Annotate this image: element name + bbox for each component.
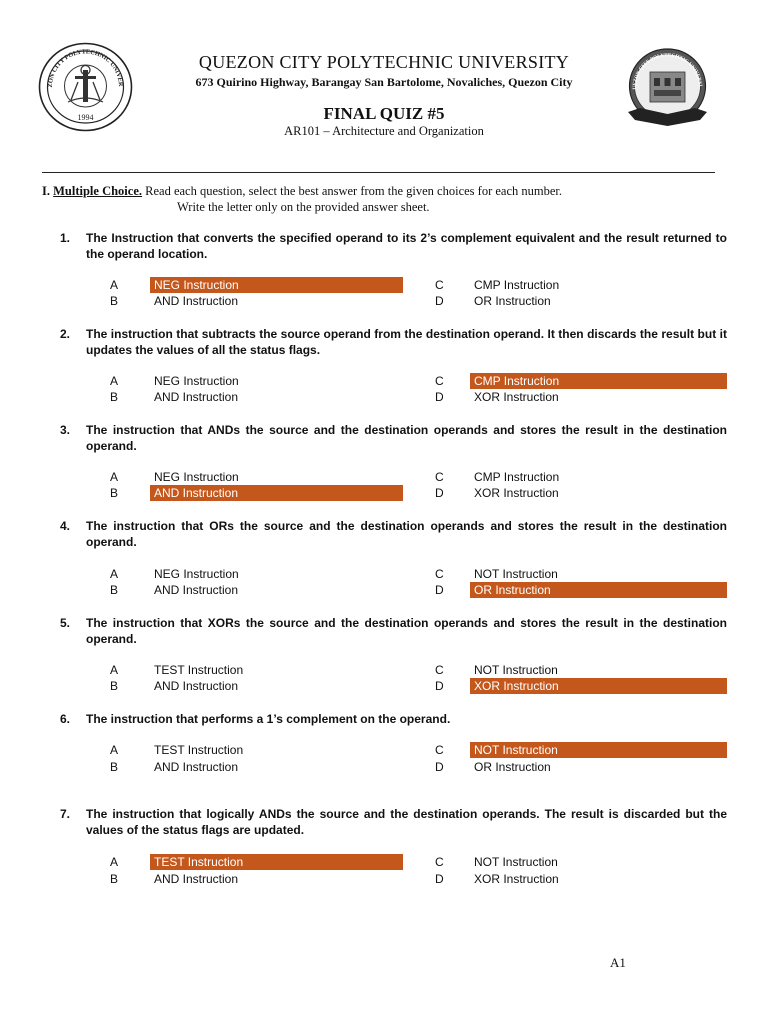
option-text: AND Instruction bbox=[154, 390, 239, 404]
option-text: OR Instruction bbox=[474, 294, 551, 308]
option-text: NOT Instruction bbox=[474, 855, 558, 869]
option-letter: A bbox=[110, 855, 119, 869]
question-number: 5. bbox=[60, 616, 71, 630]
question-1 bbox=[60, 230, 727, 262]
option-letter: B bbox=[110, 390, 119, 404]
option-text: AND Instruction bbox=[150, 485, 403, 501]
option-letter: C bbox=[435, 743, 444, 757]
option-letter: B bbox=[110, 872, 119, 886]
question-6 bbox=[60, 711, 727, 727]
option-letter: C bbox=[435, 855, 444, 869]
option-text: NOT Instruction bbox=[470, 742, 727, 758]
option-letter: A bbox=[110, 278, 119, 292]
subject-title: AR101 – Architecture and Organization bbox=[284, 124, 484, 138]
question-2 bbox=[60, 326, 727, 358]
question-text: The instruction that XORs the source and the destination operands and stores the result in the destination operand. bbox=[86, 616, 727, 646]
option-text: CMP Instruction bbox=[470, 373, 727, 389]
university-name: QUEZON CITY POLYTECHNIC UNIVERSITY bbox=[198, 52, 570, 72]
option-letter: D bbox=[435, 294, 444, 308]
option-letter: C bbox=[435, 374, 444, 388]
instruction-line-2: Write the letter only on the provided answer sheet. bbox=[177, 200, 430, 214]
section-instruction bbox=[42, 184, 562, 199]
seal-left-text: ZON CITY POLYTECHNIC UNIVER bbox=[46, 48, 125, 88]
question-5 bbox=[60, 615, 727, 647]
option-letter: B bbox=[110, 760, 119, 774]
option-text: TEST Instruction bbox=[154, 743, 244, 757]
option-letter: B bbox=[110, 679, 119, 693]
option-text: AND Instruction bbox=[154, 679, 239, 693]
option-letter: B bbox=[110, 294, 119, 308]
option-text: NEG Instruction bbox=[154, 567, 239, 581]
option-letter: C bbox=[435, 567, 444, 581]
option-text: NEG Instruction bbox=[154, 470, 239, 484]
option-letter: D bbox=[435, 679, 444, 693]
option-text: XOR Instruction bbox=[470, 678, 727, 694]
option-text: AND Instruction bbox=[154, 872, 239, 886]
option-letter: C bbox=[435, 278, 444, 292]
option-letter: A bbox=[110, 663, 119, 677]
option-letter: A bbox=[110, 743, 119, 757]
question-number: 7. bbox=[60, 807, 71, 821]
option-text: AND Instruction bbox=[154, 294, 239, 308]
option-text: CMP Instruction bbox=[474, 470, 560, 484]
option-letter: D bbox=[435, 486, 444, 500]
question-text: The instruction that performs a 1’s complement on the operand. bbox=[86, 712, 451, 726]
header-divider bbox=[42, 172, 715, 173]
question-number: 6. bbox=[60, 712, 71, 726]
option-text: XOR Instruction bbox=[474, 872, 559, 886]
question-number: 4. bbox=[60, 519, 71, 533]
option-letter: B bbox=[110, 583, 119, 597]
page-code: A1 bbox=[610, 955, 626, 970]
question-text: The instruction that ORs the source and the destination operands and stores the result in the destination operand. bbox=[86, 519, 727, 549]
question-text: The instruction that ANDs the source and the destination operands and stores the result in the destination operand. bbox=[86, 423, 727, 453]
option-text: XOR Instruction bbox=[474, 486, 559, 500]
question-text: The instruction that subtracts the source operand from the destination operand. It then discards the result but it updates the values of all the status flags. bbox=[86, 327, 727, 357]
seal-left-year: 1994 bbox=[77, 113, 94, 122]
option-text: OR Instruction bbox=[470, 582, 727, 598]
option-text: TEST Instruction bbox=[154, 663, 244, 677]
option-text: AND Instruction bbox=[154, 583, 239, 597]
quiz-title: FINAL QUIZ #5 bbox=[323, 104, 445, 123]
question-text: The Instruction that converts the specified operand to its 2’s complement equivalent and the result returned to the operand location. bbox=[86, 231, 727, 261]
option-letter: D bbox=[435, 872, 444, 886]
option-text: NEG Instruction bbox=[150, 277, 403, 293]
option-letter: A bbox=[110, 374, 119, 388]
option-letter: A bbox=[110, 567, 119, 581]
option-text: OR Instruction bbox=[474, 760, 551, 774]
question-number: 2. bbox=[60, 327, 71, 341]
instruction-line-1: Read each question, select the best answer from the given choices for each number. bbox=[145, 184, 562, 198]
seal-right-text: UEZON CITY POLYTECHNIC UNIVERSI bbox=[631, 52, 703, 90]
option-text: NEG Instruction bbox=[154, 374, 239, 388]
option-letter: D bbox=[435, 390, 444, 404]
option-letter: D bbox=[435, 760, 444, 774]
question-number: 1. bbox=[60, 231, 71, 245]
question-number: 3. bbox=[60, 423, 71, 437]
section-number: I. bbox=[42, 184, 50, 198]
question-4 bbox=[60, 518, 727, 550]
question-7 bbox=[60, 806, 727, 838]
option-letter: C bbox=[435, 663, 444, 677]
option-text: XOR Instruction bbox=[474, 390, 559, 404]
option-text: TEST Instruction bbox=[150, 854, 403, 870]
option-text: NOT Instruction bbox=[474, 663, 558, 677]
option-text: NOT Instruction bbox=[474, 567, 558, 581]
question-text: The instruction that logically ANDs the source and the destination operands. The result is discarded but the values of the status flags are updated. bbox=[86, 807, 727, 837]
university-address: 673 Quirino Highway, Barangay San Bartolome, Novaliches, Quezon City bbox=[195, 75, 573, 89]
option-text: CMP Instruction bbox=[474, 278, 560, 292]
section-title: Multiple Choice. bbox=[53, 184, 143, 198]
option-letter: A bbox=[110, 470, 119, 484]
option-text: AND Instruction bbox=[154, 760, 239, 774]
option-letter: D bbox=[435, 583, 444, 597]
option-letter: B bbox=[110, 486, 119, 500]
question-3 bbox=[60, 422, 727, 454]
option-letter: C bbox=[435, 470, 444, 484]
